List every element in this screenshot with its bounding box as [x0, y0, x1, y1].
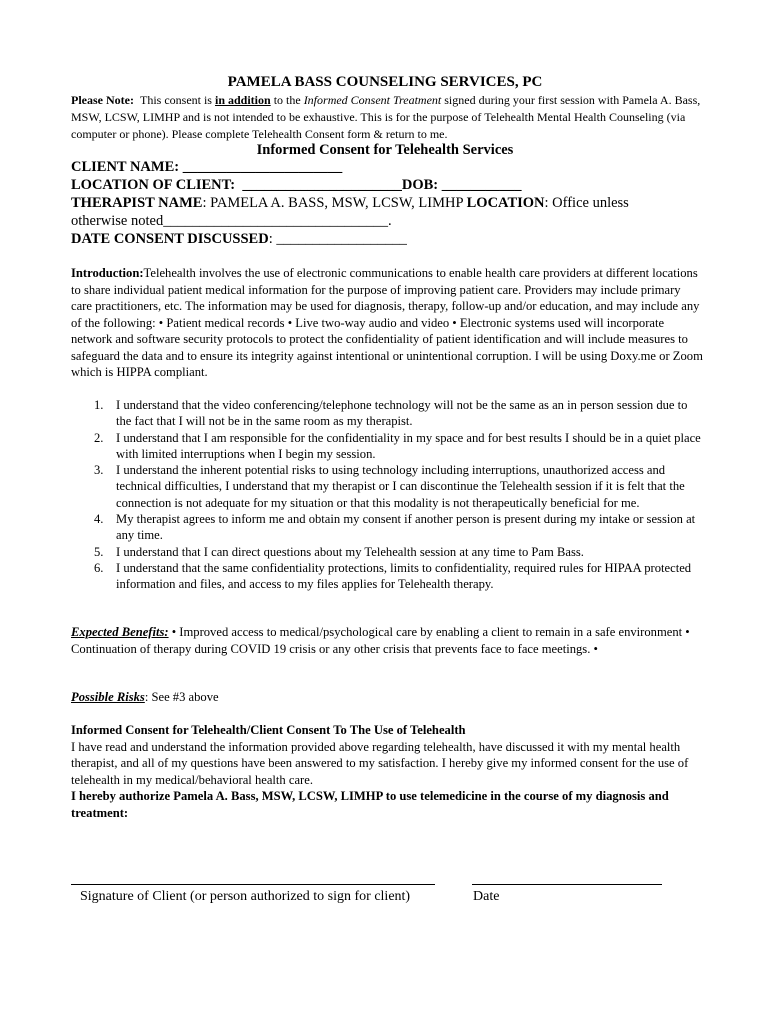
list-item [71, 430, 703, 463]
list-item-number: 2. [94, 430, 104, 445]
possible-risks-paragraph [71, 689, 703, 706]
list-item [71, 560, 703, 593]
list-item [71, 397, 703, 430]
therapist-name-value: : PAMELA A. BASS, MSW, LCSW, LIMHP [202, 195, 467, 211]
consent-heading: Informed Consent for Telehealth/Client Consent To The Use of Telehealth [71, 723, 466, 737]
client-location-row [71, 176, 711, 194]
note-italic-title: Informed Consent Treatment [303, 93, 442, 107]
list-item-number: 3. [94, 463, 104, 478]
otherwise-noted-field[interactable]: otherwise noted_______________________________. [71, 213, 392, 229]
list-item-text: I understand that the same confidentiality protections, limits to confidentiality, required rules for HIPAA protected information and files, and access to my files applies for Telehealth therapy. [116, 560, 692, 592]
expected-benefits-paragraph [71, 624, 703, 657]
date-discussed-row [71, 230, 711, 248]
client-location-label: LOCATION OF CLIENT: [71, 177, 236, 193]
therapist-row [71, 194, 711, 212]
note-emphasis: in addition [214, 93, 271, 107]
list-item-text: I understand that the video conferencing/telephone technology will not be the same as an in person session due to the fact that I will not be in the same room as my therapist. [116, 398, 688, 429]
client-fields [71, 158, 711, 248]
introduction-paragraph [71, 265, 703, 381]
list-item-number: 4. [94, 512, 104, 527]
list-item-text: I understand that I am responsible for the confidentiality in my space and for best results I should be in a quiet place with limited interruptions when I begin my session. [116, 430, 701, 461]
expected-benefits-label: Expected Benefits: [71, 625, 169, 639]
list-item [71, 544, 703, 560]
client-location-field[interactable]: ______________________ [242, 177, 402, 193]
date-discussed-field[interactable]: : __________________ [268, 231, 407, 247]
note-text-3: signed during your first session with Pamela A. Bass, MSW, LCSW, LIMHP and is not intended to be exhaustive. This is for the purpose of Telehealth Mental Health Counseling (via computer or phone). Please complete Telehealth Consent form & return to me. [71, 93, 701, 141]
consent-section [71, 722, 703, 821]
list-item-number: 6. [94, 560, 104, 575]
note-text-1: This consent is [139, 93, 215, 107]
authorization-statement: I hereby authorize Pamela A. Bass, MSW, LCSW, LIMHP to use telemedicine in the course of my diagnosis and treatment: [71, 789, 669, 820]
client-name-field[interactable]: ______________________ [182, 159, 343, 175]
acknowledgement-list [71, 397, 703, 593]
dob-label: DOB: [401, 177, 439, 193]
date-discussed-label: DATE CONSENT DISCUSSED [71, 231, 269, 247]
dob-field[interactable]: ___________ [441, 177, 522, 193]
consent-body: I have read and understand the information provided above regarding telehealth, have discussed it with my mental health therapist, and all of my questions have been answered to my satisfaction. I hereby give my informed consent for the use of telehealth in my medical/behavioral health care. [71, 739, 689, 787]
form-subtitle: Informed Consent for Telehealth Services [256, 142, 514, 158]
client-name-row [71, 158, 711, 176]
client-signature-line[interactable] [71, 884, 435, 885]
list-item [71, 462, 703, 511]
possible-risks-label: Possible Risks [71, 690, 145, 704]
client-name-label: CLIENT NAME: [71, 159, 180, 175]
possible-risks-text: : See #3 above [144, 690, 219, 704]
please-note-paragraph [71, 92, 711, 143]
list-item-number: 1. [94, 398, 104, 412]
therapist-location-value: : Office unless [544, 195, 629, 211]
please-note-label: Please Note: [71, 93, 134, 107]
expected-benefits-text: • Improved access to medical/psychological care by enabling a client to remain in a safe environment • Continuation of therapy during COVID 19 crisis or any other crisis that prevents face to face meetings. • [71, 625, 690, 656]
note-text-2: to the [270, 93, 304, 107]
date-signature-line[interactable] [472, 884, 662, 885]
introduction-text: Telehealth involves the use of electronic communications to enable health care providers at different locations to share individual patient medical information for the purpose of improving patient care. Providers may include primary care practitioners, etc. The information may be used for diagnosis, therapy, follow-up and/or education, and may include any of the following: • Patient medical records • Live two-way audio and video • Electronic systems used will incorporate network and software security protocols to protect the confidentiality of patient identification and will include measures to safeguard the data and to ensure its integrity against intentional or unintentional corruption. I will be using Doxy.me or Zoom which is HIPPA compliant. [71, 266, 703, 379]
list-item-text: My therapist agrees to inform me and obtain my consent if another person is present during my intake or session at any time. [116, 512, 696, 543]
page-title: PAMELA BASS COUNSELING SERVICES, PC [227, 74, 543, 90]
therapist-location-label: LOCATION [466, 195, 545, 211]
list-item-text: I understand the inherent potential risks to using technology including interruptions, unauthorized access and technical difficulties, I understand that my therapist or I can discontinue the Telehealth session if it is felt that the connection is not adequate for my situation or that this modality is not therapeutically beneficial for me. [116, 463, 685, 510]
date-signature-label: Date [473, 889, 500, 904]
therapist-name-label: THERAPIST NAME [71, 195, 203, 211]
client-signature-label: Signature of Client (or person authorized to sign for client) [80, 889, 411, 904]
introduction-label: Introduction: [71, 266, 144, 280]
list-item [71, 511, 703, 544]
list-item-number: 5. [94, 544, 104, 559]
list-item-text: I understand that I can direct questions about my Telehealth session at any time to Pam Bass. [116, 544, 584, 559]
